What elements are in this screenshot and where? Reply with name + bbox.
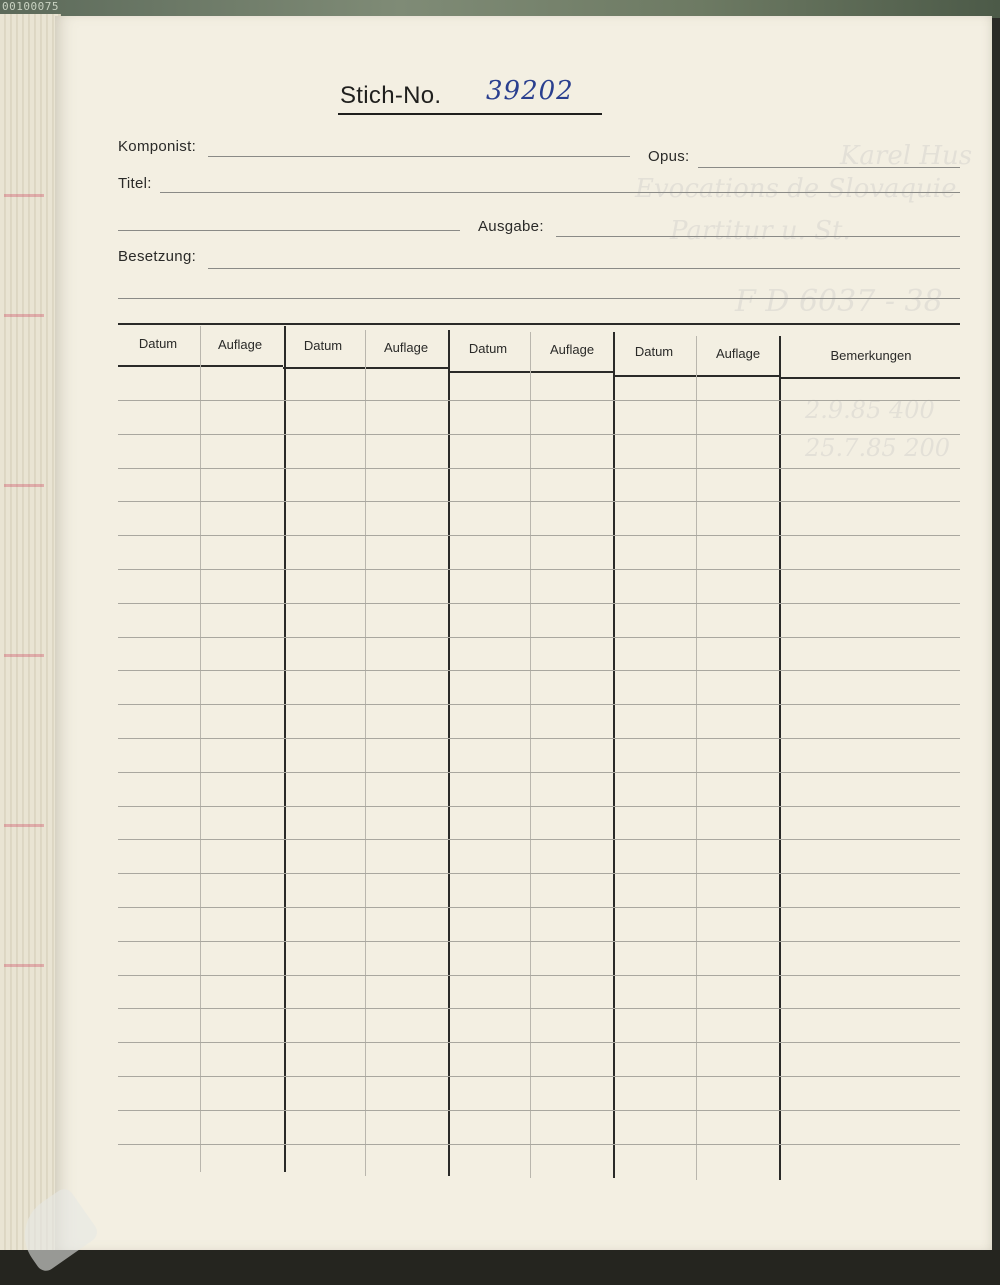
column-group-divider [448,330,450,1176]
table-top-rule [118,323,960,325]
show-through-text: 25.7.85 200 [805,434,951,462]
table-row-rule [118,1144,960,1145]
table-row-rule [118,1110,960,1111]
table-row-rule [118,637,960,638]
column-divider [200,326,201,1172]
ledger-page [55,16,992,1250]
komponist-field[interactable] [208,156,630,157]
scan-reference-code: 00100075 [2,0,59,13]
column-header-auflage: Auflage [549,342,595,357]
table-row-rule [118,670,960,671]
opus-label: Opus: [648,148,690,165]
table-row-rule [118,772,960,773]
column-group-divider [613,332,615,1178]
titel-field[interactable] [160,192,960,193]
table-row-rule [118,535,960,536]
scanner-bottom-band [0,1250,1000,1285]
table-row-rule [118,1042,960,1043]
table-row-rule [118,704,960,705]
table-row-rule [118,839,960,840]
column-header-auflage: Auflage [383,340,429,355]
column-divider [365,330,366,1176]
stich-number-handwritten: 39202 [486,76,574,106]
show-through-text: Evocations de Slovaquie [635,174,957,204]
table-row-rule [118,434,960,435]
table-row-rule [118,941,960,942]
column-header-datum: Datum [138,336,178,351]
column-header-bemerkungen: Bemerkungen [830,348,912,363]
titel-field-line-2[interactable] [118,230,460,231]
page-edge-mark [4,824,44,827]
show-through-text: 2.9.85 400 [805,396,935,424]
komponist-label: Komponist: [118,138,197,155]
column-group-divider [779,336,781,1180]
show-through-text: Partitur u. St. [670,216,851,246]
column-header-datum: Datum [468,341,508,356]
table-row-rule [118,907,960,908]
titel-label: Titel: [118,175,152,192]
opus-field[interactable] [698,167,960,168]
table-row-rule [118,501,960,502]
stich-no-underline [338,113,602,115]
page-edge-mark [4,314,44,317]
column-header-datum: Datum [634,344,674,359]
column-header-auflage: Auflage [217,337,263,352]
page-edge-mark [4,964,44,967]
column-group-divider [284,326,286,1172]
ausgabe-field[interactable] [556,236,960,237]
ausgabe-label: Ausgabe: [478,218,544,235]
besetzung-field-line-2[interactable] [118,298,960,299]
table-row-rule [118,1076,960,1077]
show-through-text: Karel Hus [840,141,973,171]
table-row-rule [118,400,960,401]
page-edge-mark [4,484,44,487]
column-divider [530,332,531,1178]
table-row-rule [118,806,960,807]
show-through-text: F D 6037 - 38 [735,284,943,319]
header-rule-remarks [779,377,960,379]
table-row-rule [118,975,960,976]
column-header-auflage: Auflage [715,346,761,361]
page-edge-mark [4,654,44,657]
stich-no-label: Stich-No. [340,82,442,109]
table-row-rule [118,738,960,739]
column-divider [696,336,697,1180]
besetzung-label: Besetzung: [118,248,197,265]
table-row-rule [118,603,960,604]
table-row-rule [118,873,960,874]
book-page-edges [0,14,61,1254]
page-edge-mark [4,194,44,197]
table-row-rule [118,468,960,469]
column-header-datum: Datum [303,338,343,353]
table-row-rule [118,1008,960,1009]
table-row-rule [118,569,960,570]
besetzung-field[interactable] [208,268,960,269]
